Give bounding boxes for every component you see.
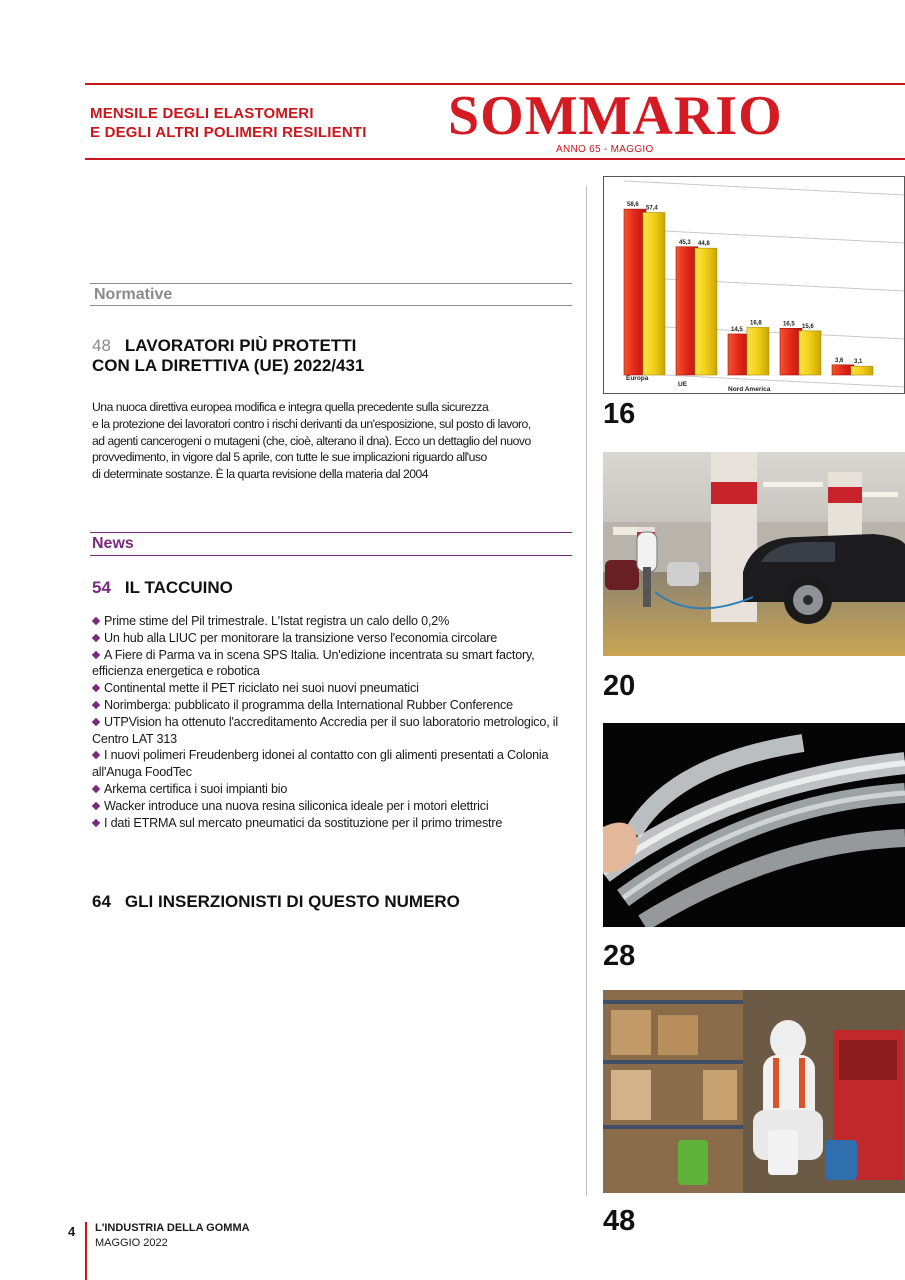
hazmat-worker-icon [603,990,905,1193]
article-title-text: GLI INSERZIONISTI DI QUESTO NUMERO [124,892,460,911]
normative-top-rule [90,283,572,284]
footer-date: MAGGIO 2022 [95,1237,168,1249]
chart-gridline [624,277,904,291]
magazine-subtitle [90,104,367,142]
chart-category-label: UE [678,381,688,388]
article-page-number: 48 [92,336,111,355]
diamond-bullet-icon [92,634,100,642]
list-item: Arkema certifica i suoi impianti bio [92,781,562,798]
hazmat-worker-photo[interactable] [603,990,905,1193]
diamond-bullet-icon [92,684,100,692]
chart-bar-yellow [695,248,717,375]
bar-chart-image[interactable] [603,176,905,394]
column-divider [586,186,587,1196]
abstract-line: Una nuoca direttiva europea modifica e integra quella precedente sulla sicurezza [92,400,489,414]
chart-data-label: 14,5 [731,326,743,333]
article-title-news[interactable] [92,578,233,598]
normative-bottom-rule [90,305,572,306]
photo-page-number: 16 [603,398,636,430]
chart-data-label: 15,6 [802,323,814,330]
silicone-tube-icon [603,723,905,927]
chart-data-label: 16,5 [783,321,795,328]
diamond-bullet-icon [92,818,100,826]
footer-magazine-name: L'INDUSTRIA DELLA GOMMA [95,1222,250,1234]
list-item: Wacker introduce una nuova resina siliconica ideale per i motori elettrici [92,798,562,815]
section-label-news: News [92,535,134,552]
diamond-bullet-icon [92,802,100,810]
chart-bar-yellow [643,213,665,375]
chart-category-label: Europa [626,375,649,382]
news-bullet-list [92,613,562,831]
list-item: I dati ETRMA sul mercato pneumatici da sostituzione per il primo trimestre [92,815,562,832]
list-item: UTPVision ha ottenuto l'accreditamento Accredia per il suo laboratorio metrologico, il Centro LAT 313 [92,714,558,746]
article-title-line-1: LAVORATORI PIÙ PROTETTI [124,336,357,355]
diamond-bullet-icon [92,617,100,625]
article-title-advertisers[interactable] [92,892,460,912]
chart-bar-yellow [851,366,873,375]
footer-page-number: 4 [68,1224,76,1239]
article-title-line-2: CON LA DIRETTIVA (UE) 2022/431 [92,356,365,375]
abstract-line: e la protezione dei lavoratori contro i rischi derivanti da un'esposizione, sul posto di lavoro, [92,416,531,431]
chart-category-labels [626,375,771,393]
chart-data-label: 57,4 [646,205,658,212]
article-title-normative[interactable] [92,336,364,376]
section-label-normative: Normative [94,286,173,303]
chart-bars [624,209,873,375]
footer-divider [85,1222,87,1280]
article-title-text: IL TACCUINO [124,578,233,597]
news-top-rule [90,532,572,533]
chart-gridline [624,229,904,243]
photo-page-number: 20 [603,670,636,702]
list-item: A Fiere di Parma va in scena SPS Italia. Un'edizione incentrata su smart factory, efficienza energetica e robotica [92,647,535,679]
diamond-bullet-icon [92,650,100,658]
diamond-bullet-icon [92,751,100,759]
silicone-tube-photo[interactable] [603,723,905,927]
photo-page-number: 28 [603,940,636,972]
header-bottom-rule [85,158,905,160]
masthead-title: SOMMARIO [448,85,783,147]
ev-charging-car-icon [603,452,905,656]
chart-data-label: 58,6 [627,202,639,209]
chart-data-label: 44,8 [698,241,710,248]
abstract-line: ad agenti cancerogeni o mutageni (che, cioè, alterano il dna). Ecco un dettaglio del nuovo [92,433,531,448]
article-abstract-normative [92,399,562,483]
list-item: Continental mette il PET riciclato nei suoi nuovi pneumatici [92,680,562,697]
abstract-line: provvedimento, in vigore dal 5 aprile, con tutte le sue implicazioni riguardo all'uso [92,450,487,465]
diamond-bullet-icon [92,701,100,709]
article-page-number: 54 [92,578,111,597]
subtitle-line-1: MENSILE DEGLI ELASTOMERI [90,105,314,122]
subtitle-line-2: E DEGLI ALTRI POLIMERI RESILIENTI [90,124,367,141]
chart-bar-yellow [799,331,821,375]
issue-info: ANNO 65 - MAGGIO [556,144,654,155]
bar-chart [604,177,904,393]
article-page-number: 64 [92,892,111,911]
chart-category-label: Nord America [728,386,771,393]
news-bottom-rule [90,555,572,556]
list-item: Prime stime del Pil trimestrale. L'Istat registra un calo dello 0,2% [92,613,562,630]
diamond-bullet-icon [92,785,100,793]
photo-page-number: 48 [603,1205,636,1237]
list-item: Un hub alla LIUC per monitorare la transizione verso l'economia circolare [92,630,562,647]
diamond-bullet-icon [92,718,100,726]
ev-charging-car-photo[interactable] [603,452,905,656]
chart-data-label: 16,8 [750,320,762,327]
chart-gridline [624,181,904,195]
list-item: Norimberga: pubblicato il programma della International Rubber Conference [92,697,562,714]
chart-data-label: 45,3 [679,239,691,246]
list-item: I nuovi polimeri Freudenberg idonei al contatto con gli alimenti presentati a Colonia all'Anuga FoodTec [92,748,549,780]
chart-data-label: 3,1 [854,359,863,366]
chart-data-label: 3,6 [835,357,844,364]
chart-bar-yellow [747,327,769,375]
abstract-line: di determinate sostanze. È la quarta revisione della materia dal 2004 [92,467,429,482]
